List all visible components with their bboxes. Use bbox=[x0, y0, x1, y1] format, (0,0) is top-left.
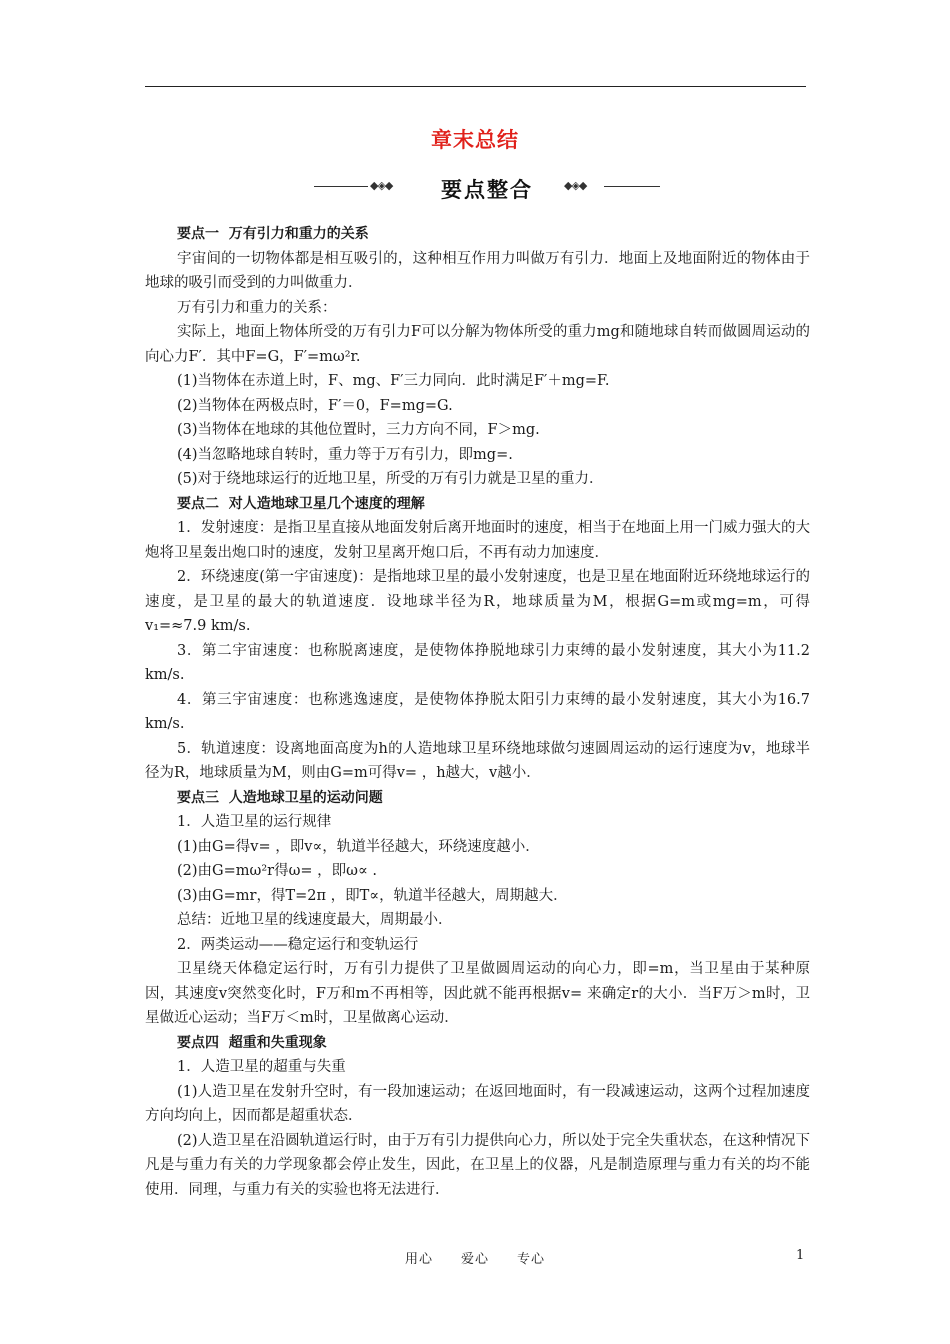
banner-right-ornament-icon: ◆◈◆ bbox=[564, 179, 587, 192]
body-paragraph: 实际上，地面上物体所受的万有引力F可以分解为物体所受的重力mg和随地球自转而做圆周运动的向心力F′．其中F=G，F′=mω²r. bbox=[145, 324, 810, 365]
section-banner bbox=[312, 170, 662, 206]
section-heading: 要点四 超重和失重现象 bbox=[177, 1034, 327, 1051]
body-paragraph: 5．轨道速度：设离地面高度为h的人造地球卫星环绕地球做匀速圆周运动的运行速度为v，地球半径为R，地球质量为M，则由G=m可得v= ，h越大，v越小． bbox=[145, 740, 810, 781]
body-paragraph: (1)当物体在赤道上时，F、mg、F′三力同向．此时满足F′＋mg=F. bbox=[177, 373, 610, 389]
section-heading: 要点二 对人造地球卫星几个速度的理解 bbox=[177, 495, 425, 512]
page-number: 1 bbox=[796, 1248, 805, 1263]
body-paragraph: 1．人造卫星的运行规律 bbox=[177, 814, 332, 830]
body-paragraph: 1．发射速度：是指卫星直接从地面发射后离开地面时的速度，相当于在地面上用一门威力强大的大炮将卫星轰出炮口时的速度，发射卫星离开炮口后，不再有动力加速度． bbox=[145, 520, 810, 561]
body-paragraph: 卫星绕天体稳定运行时，万有引力提供了卫星做圆周运动的向心力，即=m，当卫星由于某种原因，其速度v突然变化时，F万和m不再相等，因此就不能再根据v= 来确定r的大小．当F万＞m时，卫星做近心运动；当F万＜m时，卫星做离心运动． bbox=[145, 961, 810, 1026]
body-paragraph: (1)人造卫星在发射升空时，有一段加速运动；在返回地面时，有一段减速运动，这两个过程加速度方向均向上，因而都是超重状态． bbox=[145, 1083, 810, 1124]
body-paragraph: (3)当物体在地球的其他位置时，三力方向不同，F＞mg. bbox=[177, 422, 540, 438]
chapter-title: 章末总结 bbox=[431, 128, 519, 152]
body-paragraph: (2)由G=mω²r得ω= ，即ω∝ . bbox=[177, 863, 378, 879]
body-paragraph: (2)人造卫星在沿圆轨道运行时，由于万有引力提供向心力，所以处于完全失重状态，在这种情况下凡是与重力有关的力学现象都会停止发生，因此，在卫星上的仪器，凡是制造原理与重力有关的均不能使用．同理，与重力有关的实验也将无法进行． bbox=[145, 1132, 810, 1198]
body-paragraph: 宇宙间的一切物体都是相互吸引的，这种相互作用力叫做万有引力．地面上及地面附近的物体由于地球的吸引而受到的力叫做重力． bbox=[145, 250, 810, 291]
body-paragraph: 1．人造卫星的超重与失重 bbox=[177, 1059, 346, 1075]
body-paragraph: (1)由G=得v= ，即v∝，轨道半径越大，环绕速度越小． bbox=[177, 838, 540, 855]
body-paragraph: (2)当物体在两极点时，F′＝0，F=mg=G. bbox=[177, 397, 453, 414]
banner-right-line bbox=[604, 186, 660, 187]
body-paragraph: 总结：近地卫星的线速度最大，周期最小． bbox=[177, 912, 453, 928]
section-banner-title: 要点整合 bbox=[441, 178, 533, 202]
section-heading: 要点一 万有引力和重力的关系 bbox=[177, 226, 369, 242]
body-paragraph: 万有引力和重力的关系： bbox=[177, 299, 337, 316]
body-paragraph: 4．第三宇宙速度：也称逃逸速度，是使物体挣脱太阳引力束缚的最小发射速度，其大小为16.7 km/s. bbox=[145, 691, 815, 732]
body-paragraph: 2．两类运动——稳定运行和变轨运行 bbox=[177, 936, 419, 953]
section-heading: 要点三 人造地球卫星的运动问题 bbox=[177, 789, 383, 806]
body-paragraph: 3．第二宇宙速度：也称脱离速度，是使物体挣脱地球引力束缚的最小发射速度，其大小为11.2 km/s. bbox=[145, 642, 815, 683]
body-paragraph: (4)当忽略地球自转时，重力等于万有引力，即mg=. bbox=[177, 446, 513, 463]
body-paragraph: 2．环绕速度(第一宇宙速度)：是指地球卫星的最小发射速度，也是卫星在地面附近环绕地球运行的速度，是卫星的最大的轨道速度．设地球半径为R，地球质量为M，根据G=m或mg=m，可得v₁=≈7.9 km/s. bbox=[145, 569, 810, 634]
body-paragraph: (5)对于绕地球运行的近地卫星，所受的万有引力就是卫星的重力． bbox=[177, 471, 604, 487]
body-paragraph: (3)由G=mr，得T=2π ，即T∝，轨道半径越大，周期越大． bbox=[177, 887, 568, 904]
banner-left-ornament-icon: ◆◈◆ bbox=[370, 179, 393, 192]
document-body bbox=[145, 222, 815, 1202]
footer-motto: 用心 爱心 专心 bbox=[404, 1252, 545, 1267]
header-rule bbox=[145, 86, 806, 87]
